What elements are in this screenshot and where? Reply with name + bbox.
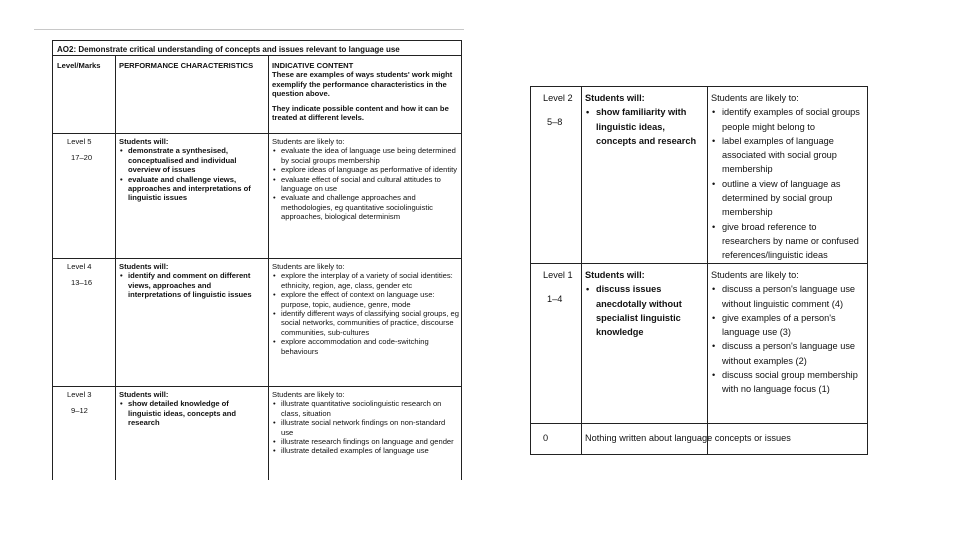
indicative-item: • give broad reference to researchers by name or confused references/linguistic ideas [711, 220, 863, 263]
mark-scheme-table-upper-levels [52, 40, 462, 480]
level-cell [531, 264, 581, 311]
performance-item: • demonstrate a synthesised, conceptualised and individual overview of issues [119, 146, 264, 174]
indicative-cell [268, 259, 463, 358]
performance-lead: Students will: [119, 390, 169, 399]
indicative-item: • discuss social group membership with no language focus (1) [711, 368, 863, 397]
performance-cell [115, 259, 268, 302]
marks-range: 13–16 [71, 278, 93, 288]
indicative-lead: Students are likely to: [711, 93, 799, 103]
row-divider [531, 423, 867, 424]
performance-item: • show familiarity with linguistic ideas, concepts and research [585, 105, 703, 148]
header-indicative [268, 59, 463, 124]
performance-item: • discuss issues anecdotally without specialist linguistic knowledge [585, 282, 703, 339]
header-level-marks: Level/Marks [57, 61, 101, 70]
mark-scheme-table-lower-levels [530, 86, 868, 455]
indicative-cell [707, 87, 867, 267]
indicative-item: • explore accommodation and code-switching behaviours [272, 337, 459, 356]
marks-range: 1–4 [547, 294, 563, 305]
performance-cell [115, 134, 268, 205]
indicative-item: • evaluate the idea of language use being determined by social groups membership [272, 146, 459, 165]
indicative-lead: Students are likely to: [272, 262, 345, 271]
indicative-lead: Students are likely to: [711, 270, 799, 280]
indicative-cell [707, 264, 867, 401]
performance-cell [581, 87, 707, 152]
level-zero-note: Nothing written about language concepts or issues [585, 433, 791, 443]
header-indicative-note: They indicate possible content and how it can be treated at different levels. [272, 103, 449, 123]
level-label: Level 2 [543, 93, 573, 103]
indicative-item: • identify different ways of classifying social groups, eg social networks, communities of practice, discourse communities, sub-cultures [272, 309, 459, 337]
performance-lead: Students will: [585, 93, 645, 103]
indicative-item: • illustrate detailed examples of language use [272, 446, 459, 455]
indicative-item: • explore the effect of context on language use: purpose, topic, audience, genre, mode [272, 290, 459, 309]
level-cell [53, 259, 115, 290]
header-performance-label: PERFORMANCE CHARACTERISTICS [119, 61, 254, 70]
indicative-item: • illustrate social network findings on non-standard use [272, 418, 459, 437]
indicative-item: • label examples of language associated with social group membership [711, 134, 863, 177]
level-cell [531, 87, 581, 134]
level-label: 0 [543, 433, 549, 443]
indicative-item: • evaluate and challenge approaches and methodologies, eg quantitative sociolinguistic approaches, biological determinism [272, 193, 459, 221]
indicative-cell [268, 134, 463, 224]
indicative-item: • identify examples of social groups people might belong to [711, 105, 863, 134]
level-cell [531, 427, 581, 449]
indicative-lead: Students are likely to: [272, 390, 345, 399]
level-cell [53, 134, 115, 165]
top-divider-line [34, 29, 464, 30]
indicative-item: • give examples of a person's language use (3) [711, 311, 863, 340]
performance-item: • show detailed knowledge of linguistic ideas, concepts and research [119, 399, 264, 427]
indicative-cell [268, 387, 463, 458]
level-cell [53, 387, 115, 418]
marks-range: 5–8 [547, 117, 563, 128]
performance-lead: Students will: [119, 262, 169, 271]
indicative-item: • discuss a person's language use without linguistic comment (4) [711, 282, 863, 311]
performance-item: • evaluate and challenge views, approaches and interpretations of linguistic issues [119, 175, 264, 203]
indicative-item: • explore the interplay of a variety of social identities: ethnicity, region, age, class, gender etc [272, 271, 459, 290]
header-indicative-label: INDICATIVE CONTENT [272, 61, 354, 70]
header-performance [115, 59, 268, 72]
indicative-item: • evaluate effect of social and cultural attitudes to language on use [272, 175, 459, 194]
indicative-item: • illustrate quantitative sociolinguistic research on class, situation [272, 399, 459, 418]
performance-lead: Students will: [585, 270, 645, 280]
performance-item: • identify and comment on different views, approaches and interpretations of linguistic issues [119, 271, 264, 299]
level-label: Level 5 [67, 137, 92, 146]
header-indicative-note: These are examples of ways students' work might exemplify the performance characteristics in the question above. [272, 70, 453, 99]
marks-range: 9–12 [71, 406, 88, 416]
level-label: Level 1 [543, 270, 573, 280]
indicative-item: • illustrate research findings on language and gender [272, 437, 459, 446]
level-label: Level 4 [67, 262, 92, 271]
performance-cell [581, 264, 707, 343]
performance-lead: Students will: [119, 137, 169, 146]
table-title: AO2: Demonstrate critical understanding of concepts and issues relevant to language use [53, 41, 461, 56]
performance-cell [115, 387, 268, 430]
level-label: Level 3 [67, 390, 92, 399]
indicative-item: • outline a view of language as determined by social group membership [711, 177, 863, 220]
indicative-lead: Students are likely to: [272, 137, 345, 146]
indicative-item: • explore ideas of language as performative of identity [272, 165, 459, 174]
marks-range: 17–20 [71, 153, 93, 163]
indicative-item: • discuss a person's language use without examples (2) [711, 339, 863, 368]
